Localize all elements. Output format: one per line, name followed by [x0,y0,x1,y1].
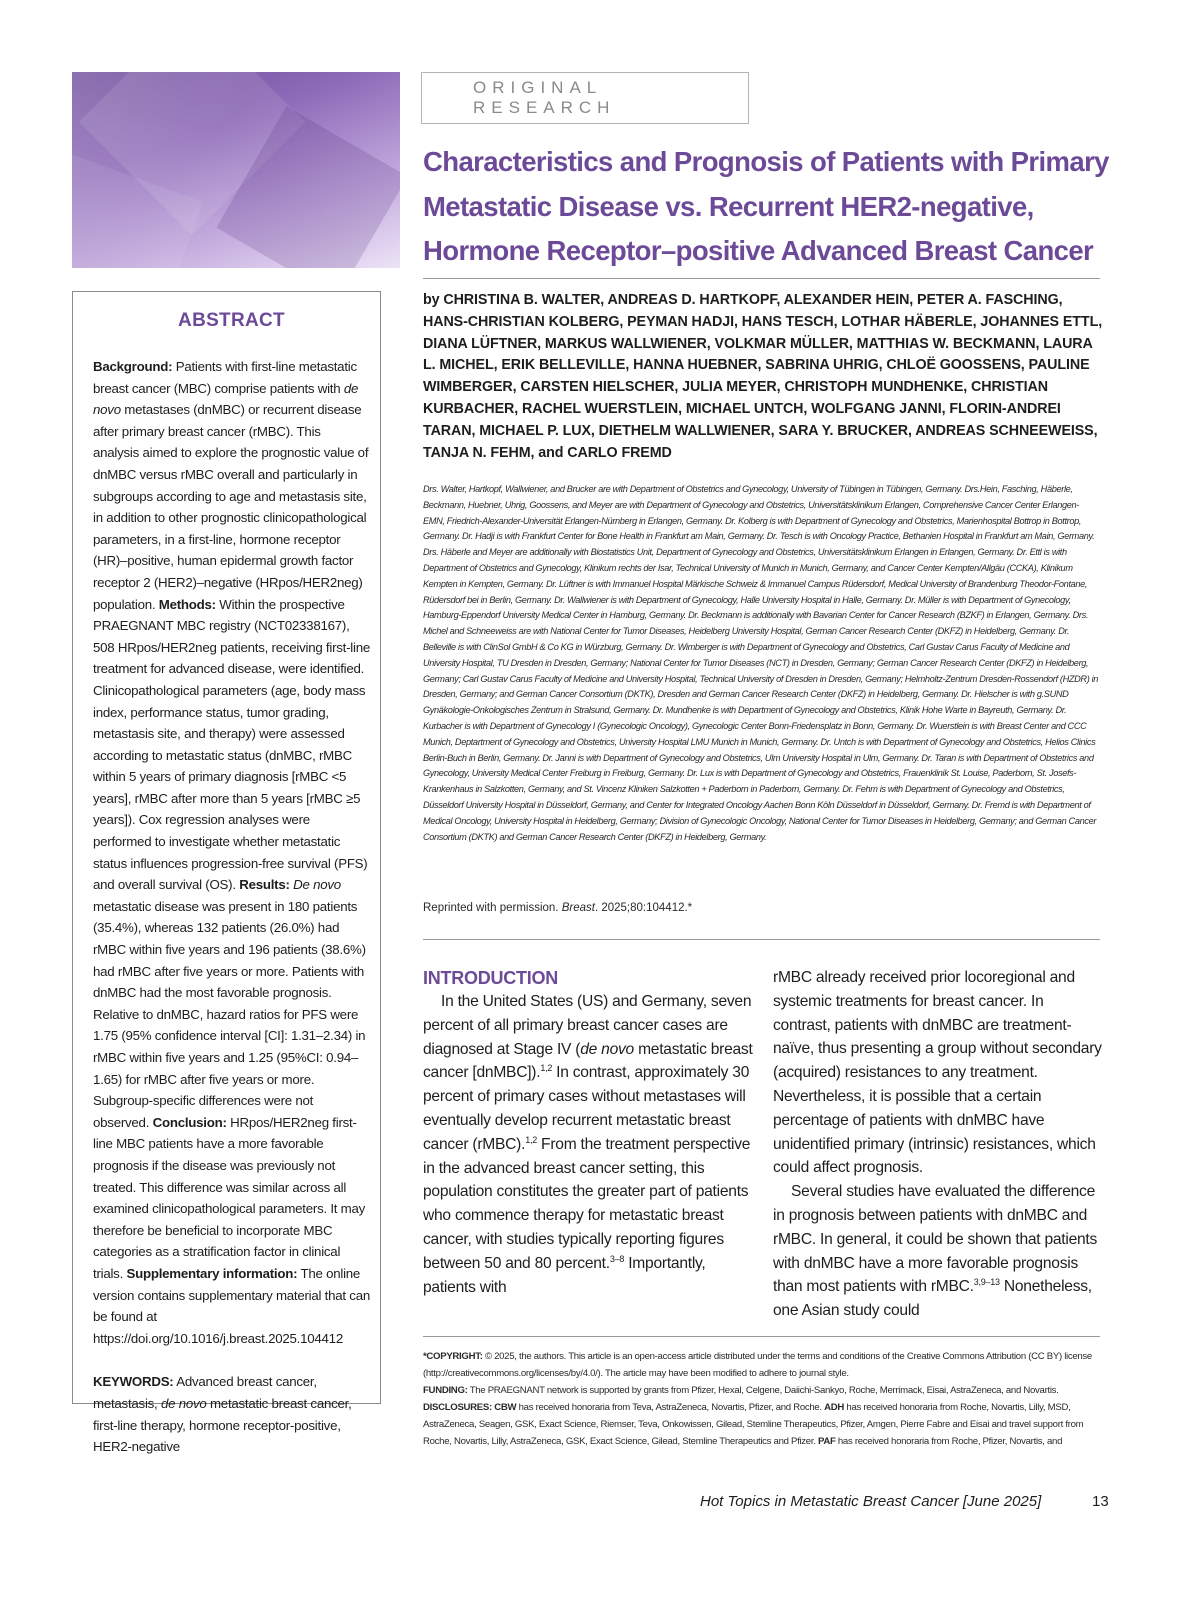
intro-heading: INTRODUCTION [423,968,558,988]
intro-paragraph: Several studies have evaluated the difference in prognosis between patients with dnMBC and rMBC. In general, it could be shown that patients with dnMBC have a more favorable prognosis than most patients with rMBC.$^{3,9-13}$ Nonetheless, one Asian study could [773,1183,1098,1320]
affiliations: Drs. Walter, Hartkopf, Wallwiener, and Brucker are with Department of Obstetrics and Gynecology, University of Tübingen in Tübingen, Germany. Drs.Hein, Fasching, Häberle, Beckmann, Huebner, Uhrig, Goossens, and Meyer are with Department of Gynecology and Obstetrics, Universitätsklinikum Erlangen, Comprehensive Cancer Center Erlangen-EMN, Friedrich-Alexander-Universität Erlangen-Nürnberg in Erlangen, Germany. Dr. Kolberg is with Department of Gynecology and Obstetrics, Marienhospital Bottrop in Bottrop, Germany. Dr. Hadji is with Frankfurt Center for Bone Health in Frankfurt am Main, Germany. Dr. Tesch is with Oncology Practice, Bethanien Hospital in Frankfurt am Main, Germany. Drs. Häberle and Meyer are additionally with Biostatistics Unit, Department of Gynecology and Obstetrics, Universitätsklinikum Erlangen in Erlangen, Germany. Dr. Ettl is with Department of Obstetrics and Gynecology, Klinikum rechts der Isar, Technical University of Munich in Munich, Germany, and Cancer Center Kempten/Allgäu (CCKA), Klinikum Kempten in Kempten, Germany. Dr. Lüftner is with Immanuel Hospital Märkische Schweiz & Immanuel Campus Rüdersdorf, Medical University of Brandenburg Theodor-Fontane, Rüdersdorf bei in Berlin, Germany. Dr. Wallwiener is with Department of Gynecology, Halle University Hospital in Halle, Germany. Dr. Müller is with Department of Gynecology, Hamburg-Eppendorf University Medical Center in Hamburg, Germany. Dr. Beckmann is additionally with Bavarian Center for Cancer Research (BZKF) in Erlangen, Germany. Drs. Michel and Schneeweiss are with National Center for Tumor Diseases, Heidelberg University Hospital, German Cancer Research Center (DKFZ) in Heidelberg, Germany. Dr. Belleville is with ClinSol GmbH & Co KG in Würzburg, Germany. Dr. Wimberger is with Department of Gynecology and Obstetrics, Carl Gustav Carus Faculty of Medicine and University Hospital, TU Dresden in Dresden, Germany; National Center for Tumor Diseases (NCT) in Dresden, Germany; German Cancer Research Center (DKFZ) in Heidelberg, Germany; Carl Gustav Carus Faculty of Medicine and University Hospital, Technical University of Dresden in Dresden, Germany; Helmholtz-Zentrum Dresden-Rossendorf (HZDR) in Dresden, Germany; and German Cancer Consortium (DKTK), Dresden and German Cancer Research Center (DKFZ) in Heidelberg, Germany. Dr. Hielscher is with g.SUND Gynäkologie-Onkologisches Zentrum in Stralsund, Germany. Dr. Mundhenke is with Department of Gynecology and Obstetrics, Klinik Hohe Warte in Bayreuth, Germany. Dr. Kurbacher is with Department of Gynecology I (Gynecologic Oncology), Gynecologic Center Bonn-Friedensplatz in Bonn, Germany. Dr. Wuerstlein is with Breast Center and CCC Munich, Deptartment of Gynecology and Obstetrics, University Hospital LMU Munich in Munich, Germany. Dr. Untch is with Department of Gynecology and Obstetrics, Helios Clinics Berlin-Buch in Berlin, Germany. Dr. Janni is with Department of Gynecology and Obstetrics, Ulm University Hospital in Ulm, Germany. Dr. Taran is with Department of Obstetrics and Gynecology, University Medical Center Freiburg in Freiburg, Germany. Dr. Lux is with Department of Gynecology and Obstetrics, Frauenklinik St. Louise, Paderborn, St. Josefs-Krankenhaus in Salzkotten, Germany, and St. Vincenz Kliniken Salzkotten + Paderborn in Paderborn, Germany. Dr. Fehm is with Department of Gynecology and Obstetrics, Düsseldorf University Hospital in Düsseldorf, Germany, and Center for Integrated Oncology Aachen Bonn Köln Düsseldorf in Düsseldorf, Germany. Dr. Fremd is with Department of Medical Oncology, University Hospital in Heidelberg, Germany; Division of Gynecologic Oncology, National Center for Tumor Diseases in Heidelberg, Germany; and German Cancer Consortium (DKTK) and German Cancer Research Center (DKFZ) in Heidelberg, Germany. [423,484,1099,842]
title-divider [423,278,1100,279]
affiliation-divider [423,939,1100,940]
intro-column-left [423,966,753,1299]
intro-paragraph-continued: rMBC already received prior locoregional and systemic treatments for breast cancer. In contrast, patients with dnMBC are treatment-naïve, thus presenting a group without secondary (acquired) resistances to any treatment. Nevertheless, it is possible that a certain percentage of patients with dnMBC have unidentified primary (intrinsic) resistances, which could affect prognosis. [773,969,1102,1177]
page-footer [700,1493,1120,1510]
reprint-notice: Reprinted with permission. Breast. 2025;80:104412.* [423,902,693,914]
keywords: KEYWORDS: Advanced breast cancer, metastasis, de novo metastatic breast cancer, first-line therapy, hormone receptor-positive, HER2-negative [93,1374,352,1455]
footnotes [423,1348,1100,1450]
intro-column-right [773,966,1103,1323]
abstract-heading: ABSTRACT [178,310,285,331]
running-footer: Hot Topics in Metastatic Breast Cancer [June 2025] [700,1493,1042,1510]
section-label-text: ORIGINAL RESEARCH [473,78,616,117]
reprint-journal: Breast [561,902,595,914]
section-label [421,72,749,124]
disclosures-note: DISCLOSURES: CBW has received honoraria from Teva, AstraZeneca, Novartis, Pfizer, and Roche. ADH has received honoraria from Roche, Novartis, Lilly, MSD, AstraZeneca, Seagen, GSK, Exact Science, Riemser, Teva, Onkowissen, Gilead, Stemline Therapeutics, Pfizer, Amgen, Pierre Fabre and Eisai and travel support from Roche, Novartis, Lilly, AstraZeneca, GSK, Exact Science, Gilead, Stemline Therapeutics and Pfizer. PAF has received honoraria from Roche, Pfizer, Novartis, and [423,1402,1084,1447]
abstract-box [72,291,381,1455]
abstract-body: Background: Patients with first-line metastatic breast cancer (MBC) comprise patients with de novo metastases (dnMBC) or recurrent disease after primary breast cancer (rMBC). This analysis aimed to explore the prognostic value of dnMBC versus rMBC overall and particularly in subgroups according to age and metastasis site, in addition to other prognostic clinicopathological parameters, in a first-line, hormone receptor (HR)–positive, human epidermal growth factor receptor 2 (HER2)–negative (HRpos/HER2neg) population. Methods: Within the prospective PRAEGNANT MBC registry (NCT02338167), 508 HRpos/HER2neg patients, receiving first-line treatment for advanced disease, were identified. Clinicopathological parameters (age, body mass index, performance status, tumor grading, metastasis site, and therapy) were assessed according to metastatic status (dnMBC, rMBC within 5 years of primary diagnosis [rMBC <5 years], rMBC after more than 5 years [rMBC ≥5 years]). Cox regression analyses were performed to investigate whether metastatic status influences progression-free survival (PFS) and overall survival (OS). Results: De novo metastatic disease was present in 180 patients (35.4%), whereas 132 patients (26.0%) had rMBC within five years and 196 patients (38.6%) had rMBC after five years or more. Patients with dnMBC had the most favorable prognosis. Relative to dnMBC, hazard ratios for PFS were 1.75 (95% confidence interval [CI]: 1.31–2.34) in rMBC within five years and 1.25 (95%CI: 0.94–1.65) for rMBC after five years or more. Subgroup-specific differences were not observed. Conclusion: HRpos/HER2neg first-line MBC patients have a more favorable prognosis if the disease was previously not treated. This difference was similar across all examined clinicopathological parameters. It may therefore be beneficial to incorporate MBC categories as a stratification factor in clinical trials. Supplementary information: The online version contains supplementary material that can be found at https://doi.org/10.1016/j.breast.2025.104412 [93,359,370,1346]
header-image [72,72,400,268]
author-list: by CHRISTINA B. WALTER, ANDREAS D. HARTKOPF, ALEXANDER HEIN, PETER A. FASCHING, HANS-CHRISTIAN KOLBERG, PEYMAN HADJI, HANS TESCH, LOTHAR HÄBERLE, JOHANNES ETTL, DIANA LÜFTNER, MARKUS WALLWIENER, VOLKMAR MÜLLER, MATTHIAS W. BECKMANN, LAURA L. MICHEL, ERIK BELLEVILLE, HANNA HUEBNER, SABRINA UHRIG, CHLOË GOOSSENS, PAULINE WIMBERGER, CARSTEN HIELSCHER, JULIA MEYER, CHRISTOPH MUNDHENKE, CHRISTIAN KURBACHER, RACHEL WUERSTLEIN, MICHAEL UNTCH, WOLFGANG JANNI, FLORIN-ANDREI TARAN, MICHAEL P. LUX, DIETHELM WALLWIENER, SARA Y. BRUCKER, ANDREAS SCHNEEWEISS, TANJA N. FEHM, and CARLO FREMD [423,292,1103,461]
intro-paragraph: In the United States (US) and Germany, seven percent of all primary breast cancer cases are diagnosed at Stage IV (de novo metastatic breast cancer [dnMBC]).$^{1,2}$ In contrast, approximately 30 percent of primary cases without metastases will eventually develop recurrent metastatic breast cancer (rMBC).$^{1,2}$ From the treatment perspective in the advanced breast cancer setting, this population constitutes the greater part of patients who commence therapy for metastatic breast cancer, with studies typically reporting figures between 50 and 80 percent.$^{3-8}$ Importantly, patients with [423,993,753,1296]
copyright-note: *COPYRIGHT: © 2025, the authors. This article is an open-access article distributed under the terms and conditions of the Creative Commons Attribution (CC BY) license (http://creativecommons.org/licenses/by/4.0/). The article may have been modified to adhere to journal style. [423,1351,1092,1379]
article-title: Characteristics and Prognosis of Patients with Primary Metastatic Disease vs. Recurrent HER2-negative, Hormone Receptor–positive Advanced Breast Cancer [423,146,1109,266]
page-number: 13 [1092,1493,1109,1510]
funding-note: FUNDING: The PRAEGNANT network is supported by grants from Pfizer, Hexal, Celgene, Daiichi-Sankyo, Roche, Merrimack, Eisai, AstraZeneca, and Novartis. [423,1385,1059,1396]
footnote-divider [423,1336,1100,1337]
